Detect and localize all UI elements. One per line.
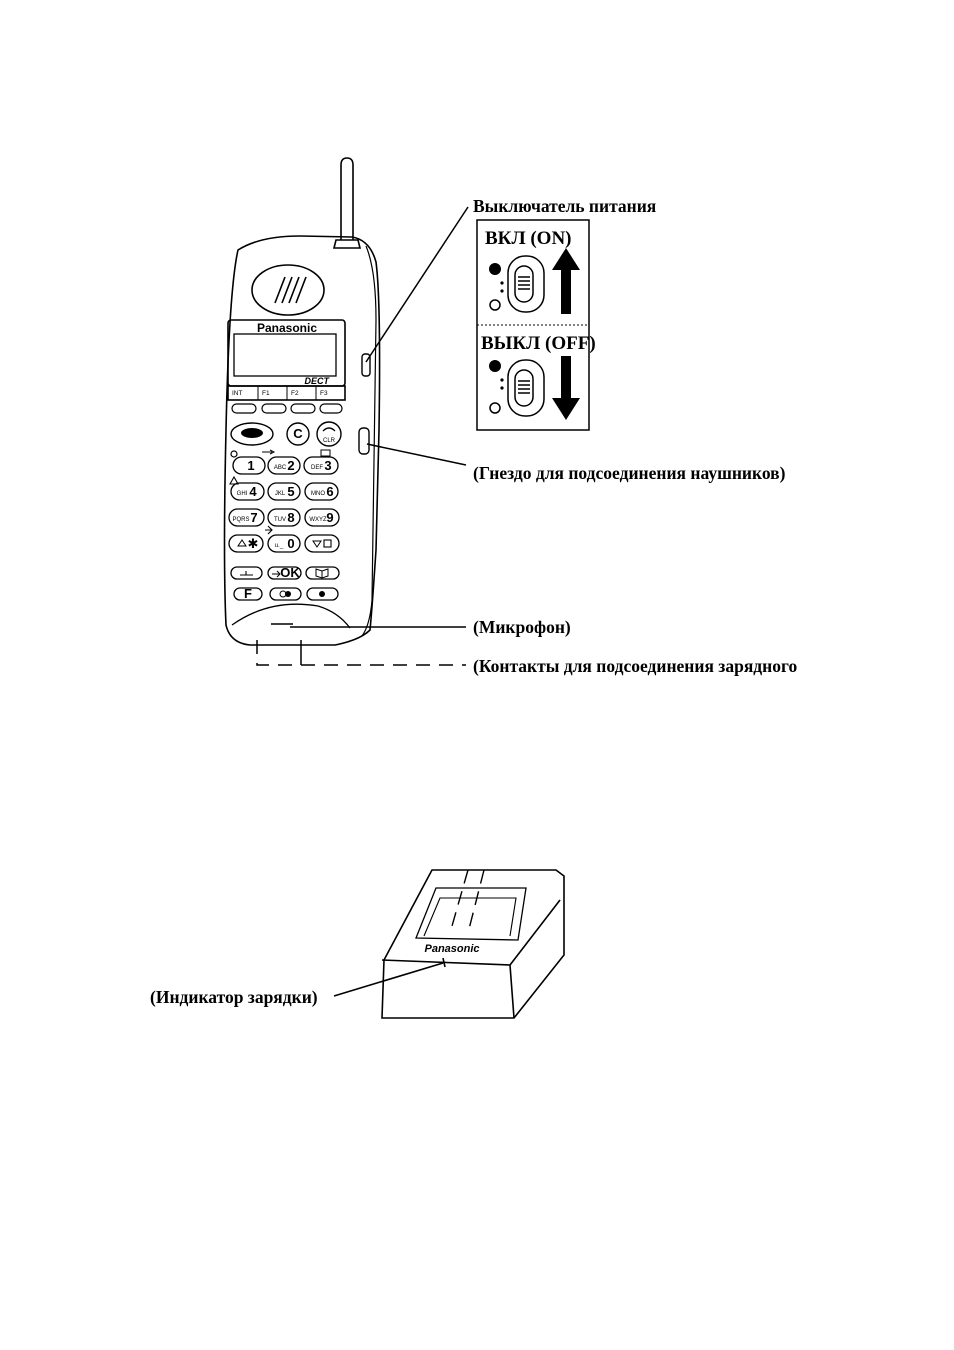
talk-button[interactable]: [231, 423, 273, 445]
key-3-letters: DEF: [311, 465, 323, 471]
arrow-down-icon: [552, 356, 580, 420]
charge-indicator-label: (Индикатор зарядки): [150, 987, 318, 1007]
softkey-label-f2: F2: [291, 390, 299, 397]
handset-icon: [241, 428, 263, 438]
c-button-label: C: [293, 426, 303, 441]
star-key-icon: [238, 540, 246, 546]
arrow-up-icon: [552, 248, 580, 314]
earpiece: [252, 265, 324, 315]
key-0[interactable]: [268, 535, 300, 552]
key-6-digit: 6: [326, 484, 334, 499]
power-switch-label: Выключатель питания: [473, 196, 657, 216]
charge-indicator-leader: [334, 963, 443, 996]
handset-model: DECT: [304, 376, 329, 386]
key-4-digit: 4: [249, 484, 257, 499]
clr-handset-icon: [323, 428, 335, 431]
on-indicator-dot-icon: [489, 263, 501, 275]
tone-icon: [262, 450, 274, 454]
key-8-letters: TUV: [274, 517, 286, 523]
antenna: [334, 158, 360, 248]
ok-arrow-icon: [272, 571, 280, 577]
key-0-letters: u._: [274, 543, 284, 549]
hash-key-icon: [313, 541, 321, 547]
c-button[interactable]: [287, 423, 309, 445]
key-0-digit: 0: [287, 536, 295, 551]
headset-jack[interactable]: [359, 428, 369, 454]
softkey-label-f1: F1: [262, 390, 270, 397]
softkey-label-f3: F3: [320, 390, 328, 397]
headset-jack-label: (Гнездо для подсоединения наушников): [473, 463, 786, 483]
softkey-label-int: INT: [232, 390, 243, 397]
key-7-letters: PQRS: [232, 517, 250, 523]
softkey-f3-button[interactable]: [320, 404, 342, 413]
key-5-digit: 5: [287, 484, 295, 499]
clr-button[interactable]: [317, 422, 341, 446]
charge-led[interactable]: [443, 958, 445, 967]
charger-cradle: [416, 888, 526, 940]
charge-contacts-label: (Контакты для подсоединения зарядного: [473, 656, 798, 676]
off-indicator-circle-icon-2: [490, 403, 500, 413]
key-7-digit: 7: [250, 510, 258, 525]
charger-brand: Panasonic: [424, 943, 480, 955]
headset-jack-leader: [367, 444, 466, 465]
key-9-letters: WXYZ: [309, 517, 327, 523]
softkey-f2-button[interactable]: [291, 404, 315, 413]
off-indicator-circle-icon: [490, 300, 500, 310]
phonebook-icon: [316, 569, 328, 578]
key-8-digit: 8: [287, 510, 295, 525]
handset-brand: Panasonic: [256, 321, 318, 335]
charge-contacts-leader: [257, 640, 466, 665]
record-icon: [231, 451, 237, 457]
key-2-letters: ABC: [273, 465, 287, 471]
switch-off-label: ВЫКЛ (OFF): [481, 333, 596, 354]
f-button-label: F: [244, 586, 252, 601]
key-5-letters: JKL: [274, 491, 286, 497]
softkey-f1-button[interactable]: [262, 404, 286, 413]
key-1-digit: 1: [247, 458, 255, 473]
flash-icon: [265, 526, 272, 534]
switch-on-label: ВКЛ (ON): [485, 228, 572, 249]
key-9-digit: 9: [326, 510, 334, 525]
key-star-symbol: ✱: [247, 536, 259, 551]
key-6-letters: MNO: [311, 491, 325, 497]
microphone-label: (Микрофон): [473, 617, 571, 637]
power-switch-leader: [366, 207, 468, 362]
mail-icon: [321, 450, 330, 456]
key-hash[interactable]: [305, 535, 339, 552]
key-4-letters: GHI: [236, 491, 248, 497]
switch-slider-on: [508, 256, 544, 312]
softkey-int-button[interactable]: [232, 404, 256, 413]
on-indicator-dot-icon-2: [489, 360, 501, 372]
handset: [225, 158, 380, 645]
intercom-icon: [240, 571, 253, 575]
record-dot-icon: [319, 591, 325, 597]
hash-key-square-icon: [324, 540, 331, 547]
lcd-screen: [234, 334, 336, 376]
power-switch-inset: [477, 220, 596, 430]
switch-slider-off: [508, 360, 544, 416]
key-3-digit: 3: [324, 458, 332, 473]
ok-button-label: OK: [280, 565, 300, 580]
record-toggle-icon: [280, 591, 291, 597]
key-2-digit: 2: [287, 458, 295, 473]
clr-button-label: CLR: [322, 438, 336, 444]
